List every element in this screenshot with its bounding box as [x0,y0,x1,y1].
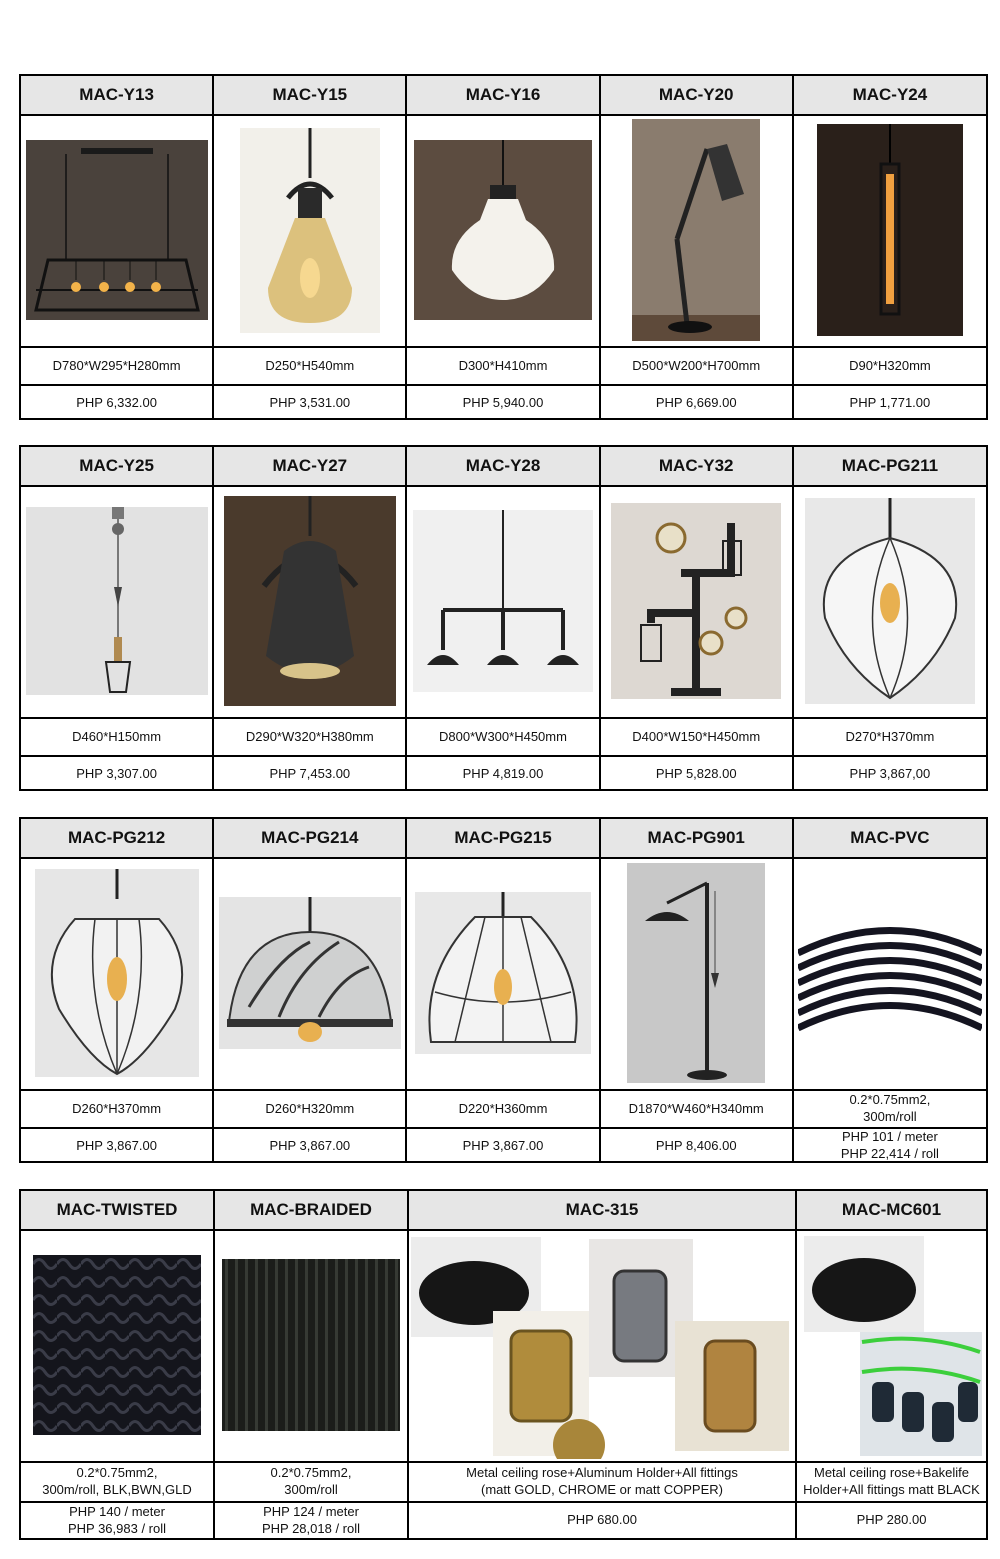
product-code: MAC-Y16 [407,76,600,114]
price-row [21,755,986,791]
product-dimensions: D500*W200*H700mm [601,346,794,384]
dim-line: (matt GOLD, CHROME or matt COPPER) [481,1482,723,1497]
product-code: MAC-PG212 [21,819,214,857]
dim-line: 0.2*0.75mm2, [76,1465,158,1480]
product-code: MAC-Y20 [601,76,794,114]
product-price: PHP 3,867,00 [849,765,931,781]
product-price [794,1127,986,1163]
dim-line: 300m/roll, BLK,BWN,GLD [42,1482,192,1497]
price-line: PHP 36,983 / roll [67,1520,167,1536]
pipe-gauge-table-lamp-icon [611,503,781,699]
slim-cage-pendant-icon [817,124,963,336]
white-schoolhouse-pendant-icon [414,140,592,320]
product-price: PHP 8,406.00 [601,1127,794,1163]
product-dimensions: D800*W300*H450mm [407,717,600,755]
product-price: PHP 4,819.00 [407,755,600,791]
product-dimensions: D400*W150*H450mm [601,717,794,755]
swirl-dome-pendant-icon [219,897,401,1049]
twisted-fabric-cable-icon [33,1255,201,1435]
product-price: PHP 7,453.00 [214,755,407,791]
product-image [601,114,794,346]
dimension-row [21,1089,986,1129]
price-line: PHP 22,414 / roll [840,1146,939,1161]
product-image [601,485,794,717]
product-price: PHP 6,332.00 [21,384,214,420]
product-image [407,485,600,717]
product-image [407,857,600,1089]
price-line: PHP 28,018 / roll [261,1520,361,1536]
pulley-cage-pendant-icon [26,507,208,695]
black-ceiling-rose-and-bakelite-holders-icon [802,1232,982,1458]
product-code: MAC-TWISTED [21,1191,215,1229]
header-row [21,76,986,116]
dimension-row [21,717,986,757]
product-image [214,114,407,346]
product-dimensions [797,1461,986,1501]
dim-line: 0.2*0.75mm2, [849,1092,931,1107]
dim-line: Holder+All fittings matt BLACK [803,1482,980,1497]
product-price: PHP 3,867.00 [214,1127,407,1163]
dim-line: 300m/roll [284,1482,338,1497]
product-price: PHP 5,940.00 [407,384,600,420]
product-dimensions: D90*H320mm [849,357,931,373]
industrial-bell-pendant-icon [224,496,396,706]
product-code: MAC-Y27 [214,447,407,485]
product-image [21,857,214,1089]
product-image [794,114,986,346]
product-price: PHP 3,307.00 [21,755,214,791]
product-code: MAC-Y13 [21,76,214,114]
image-row [21,485,986,719]
product-dimensions: D460*H150mm [21,717,214,755]
product-table-1 [19,74,988,420]
product-image [794,485,986,717]
product-image [797,1229,986,1461]
product-price: PHP 6,669.00 [601,384,794,420]
dim-line: Metal ceiling rose+Aluminum Holder+All fittings [466,1465,738,1480]
dimension-row [21,346,986,386]
pipe-three-shade-chandelier-icon [413,510,593,692]
product-table-3 [19,817,988,1163]
image-row [21,1229,986,1463]
product-code: MAC-315 [409,1191,797,1229]
product-image [794,857,986,1089]
ceiling-rose-and-holders-icon [409,1231,795,1459]
product-image [407,114,600,346]
product-code: MAC-Y28 [407,447,600,485]
image-row [21,857,986,1091]
product-image [409,1229,797,1461]
product-dimensions: D780*W295*H280mm [21,346,214,384]
price-row [21,1501,986,1538]
product-image [214,485,407,717]
product-dimensions: D220*H360mm [407,1089,600,1127]
product-dimensions [409,1461,797,1501]
basket-glass-pendant-icon [415,892,591,1054]
product-dimensions: D270*H370mm [845,728,935,744]
product-dimensions [794,1089,986,1127]
product-image [21,1229,215,1461]
product-image [21,485,214,717]
header-row [21,1191,986,1231]
product-code: MAC-Y32 [601,447,794,485]
product-code: MAC-PG214 [214,819,407,857]
adjustable-arm-table-lamp-icon [632,119,760,341]
product-dimensions: D300*H410mm [407,346,600,384]
rectangular-cage-chandelier-icon [26,140,208,320]
price-line: PHP 101 / meter [841,1129,938,1144]
product-code: MAC-PG211 [841,456,939,475]
product-price: PHP 280.00 [856,1512,927,1527]
product-price: PHP 3,531.00 [214,384,407,420]
product-image [215,1229,409,1461]
price-line: PHP 140 / meter [69,1503,165,1519]
product-dimensions [21,1461,215,1501]
dim-line: Metal ceiling rose+Bakelife [814,1465,969,1480]
product-dimensions: D260*H320mm [214,1089,407,1127]
product-image [21,114,214,346]
product-dimensions: D260*H370mm [21,1089,214,1127]
header-row [21,819,986,859]
product-code: MAC-MC601 [841,1200,942,1219]
product-table-4 [19,1189,988,1540]
dim-line: 300m/roll [863,1109,917,1124]
price-row [21,1127,986,1163]
product-image [601,857,794,1089]
product-table-2 [19,445,988,791]
product-price: PHP 3,867.00 [21,1127,214,1163]
pulley-floor-lamp-icon [627,863,765,1083]
product-image [214,857,407,1089]
price-row [21,384,986,420]
product-dimensions: D250*H540mm [214,346,407,384]
product-price: PHP 5,828.00 [601,755,794,791]
product-code: MAC-BRAIDED [215,1191,409,1229]
dimension-row [21,1461,986,1503]
onion-glass-cage-pendant-icon [805,498,975,704]
product-price [215,1501,409,1538]
product-code: MAC-PG901 [601,819,794,857]
amber-glass-pendant-icon [240,128,380,333]
black-pvc-cable-coil-icon [798,913,982,1033]
dim-line: 0.2*0.75mm2, [270,1465,352,1480]
product-code: MAC-PVC [850,828,930,847]
product-code: MAC-Y24 [852,85,928,104]
image-row [21,114,986,348]
product-dimensions: D1870*W460*H340mm [601,1089,794,1127]
product-price: PHP 3,867.00 [407,1127,600,1163]
braided-fabric-cable-icon [222,1259,400,1431]
product-price: PHP 680.00 [409,1501,797,1538]
price-line: PHP 124 / meter [263,1503,359,1519]
product-code: MAC-Y15 [214,76,407,114]
product-dimensions: D290*W320*H380mm [214,717,407,755]
header-row [21,447,986,487]
product-price [21,1501,215,1538]
urn-glass-cage-pendant-icon [35,869,199,1077]
product-code: MAC-PG215 [407,819,600,857]
product-code: MAC-Y25 [21,447,214,485]
product-dimensions [215,1461,409,1501]
product-price: PHP 1,771.00 [849,394,931,410]
